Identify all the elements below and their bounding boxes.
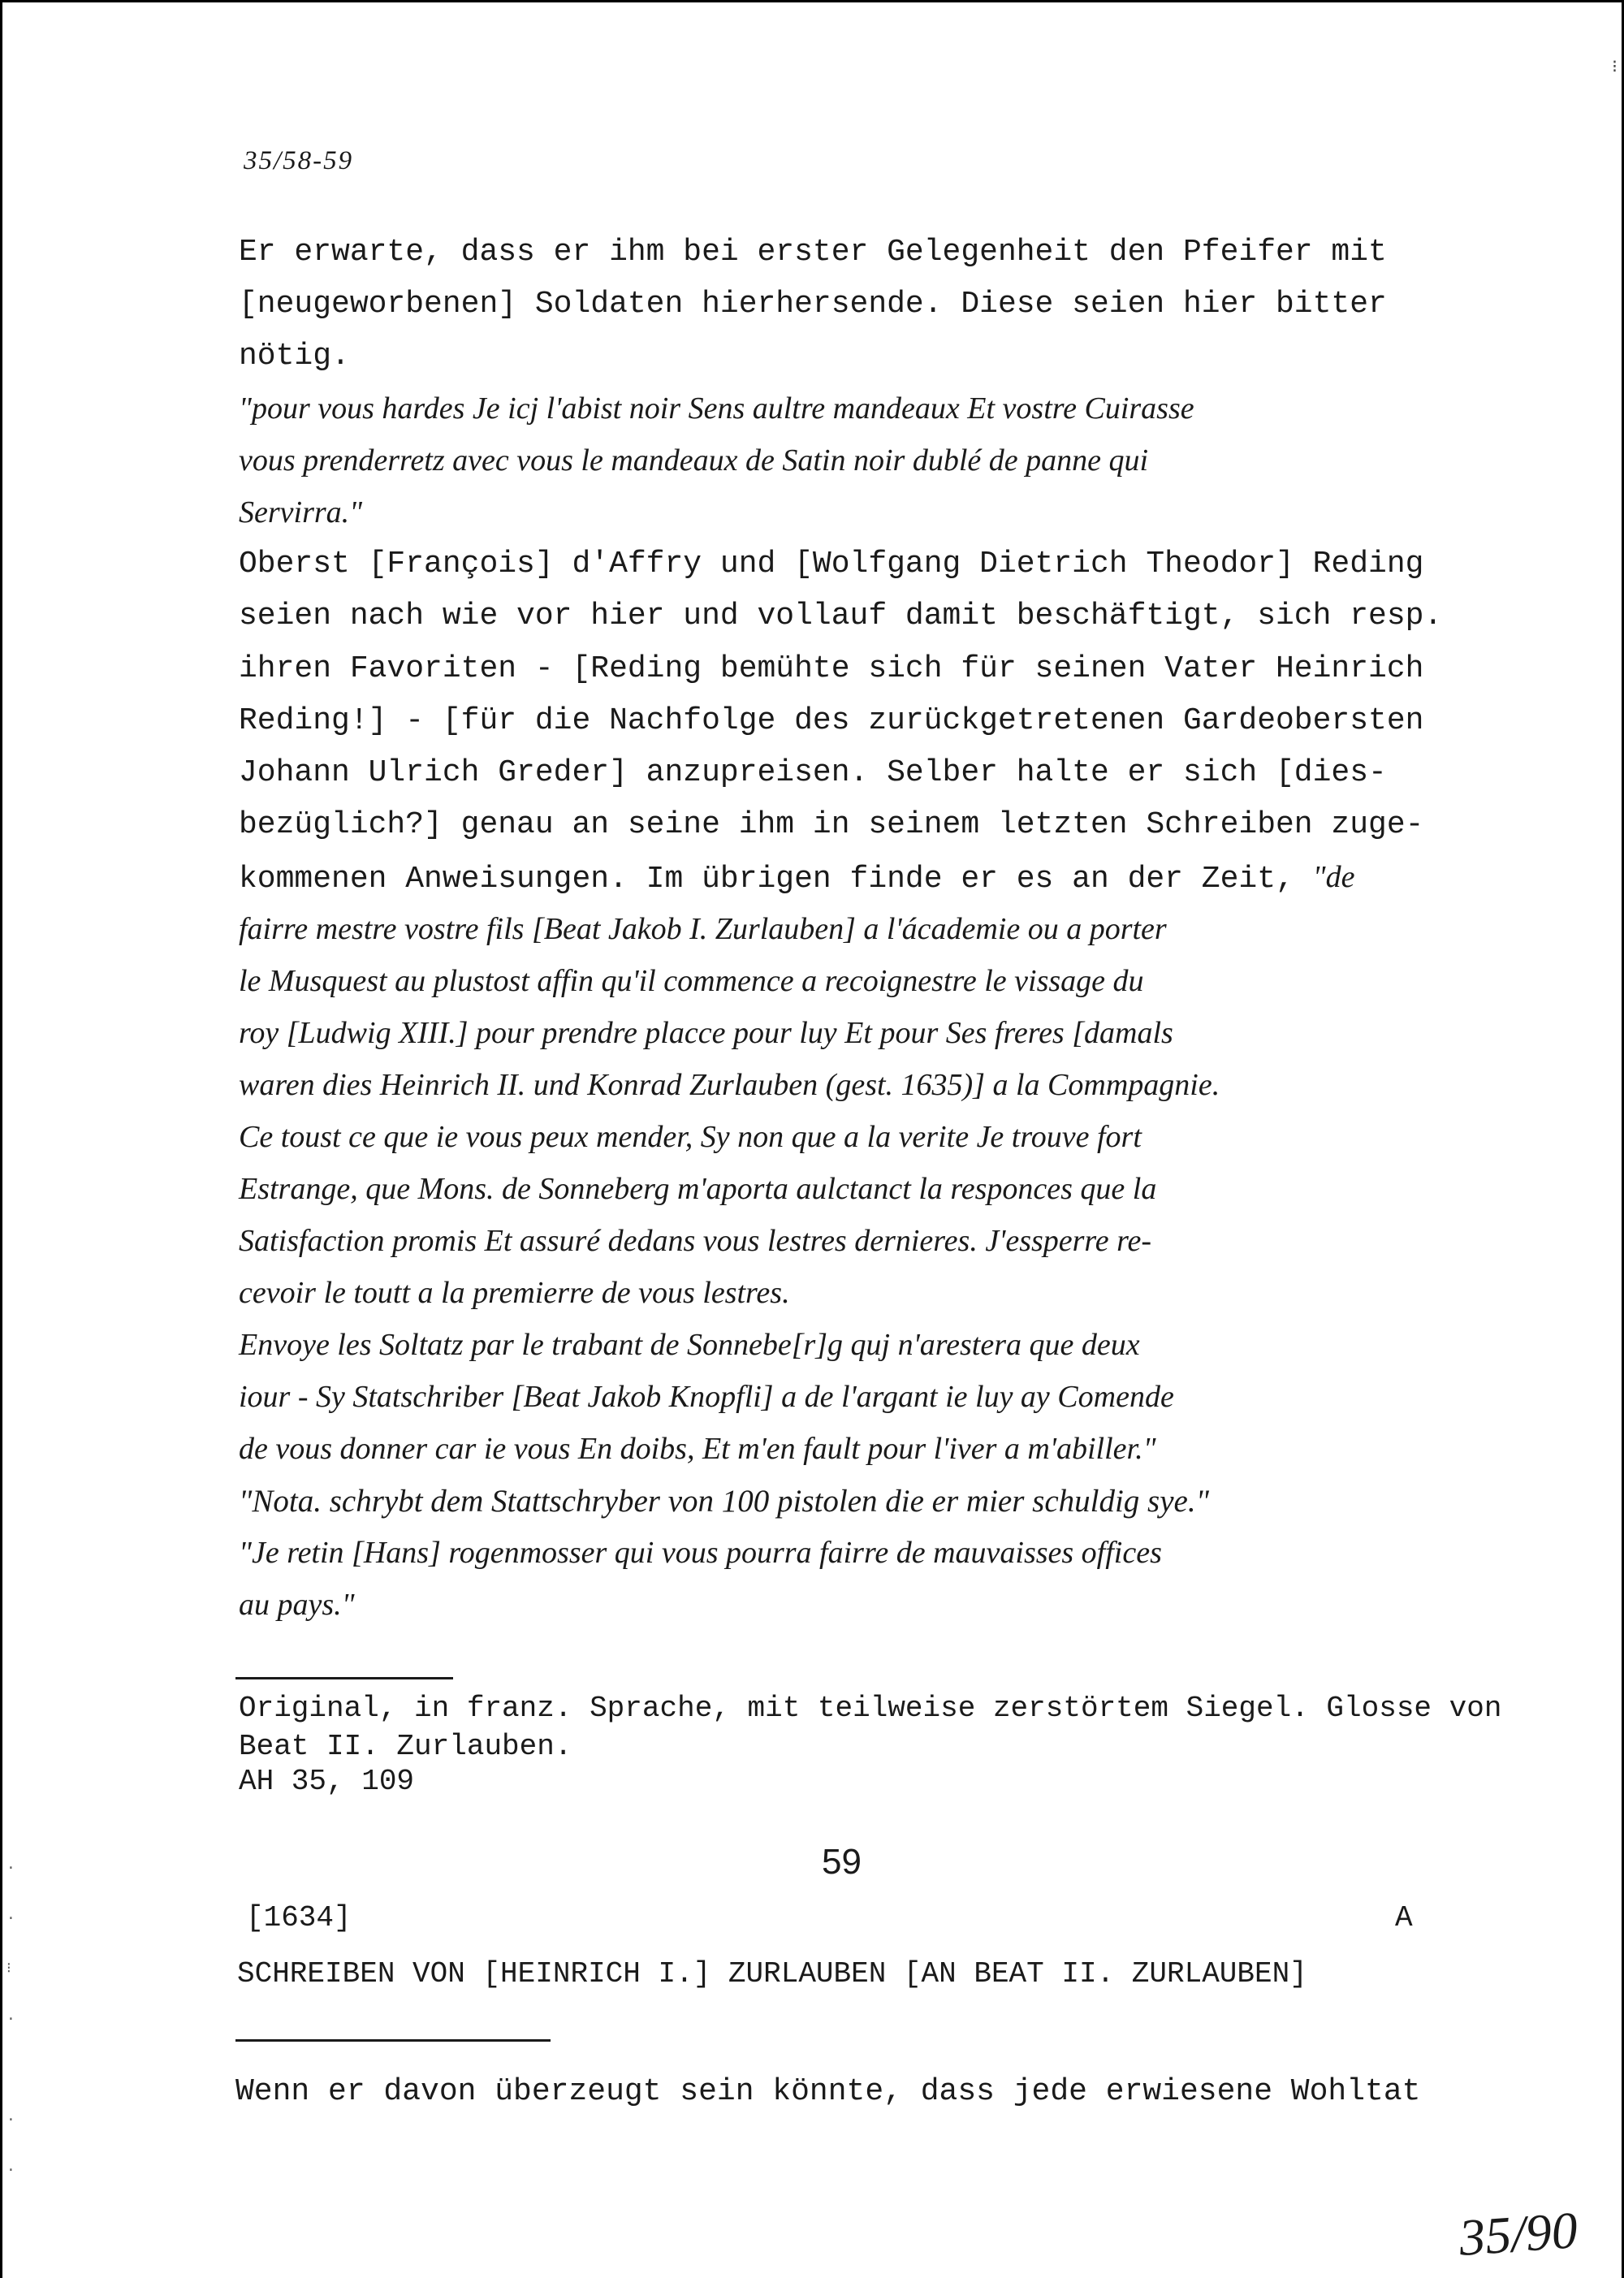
quote-line: le Musquest au plustost affin qu'il commence a recoignestre le vissage du	[239, 964, 1144, 998]
text-line: [neugeworbenen] Soldaten hierhersende. Diese seien hier bitter	[239, 287, 1387, 322]
quote-line: Ce toust ce que ie vous peux mender, Sy non que a la verite Je trouve fort	[239, 1120, 1142, 1154]
quote-line: iour - Sy Statschriber [Beat Jakob Knopfli] a de l'argant ie luy ay Comende	[239, 1380, 1174, 1414]
margin-scan-marks-icon: · · ⁝ · · ·	[6, 1861, 15, 2179]
footnote-line: Beat II. Zurlauben.	[239, 1730, 572, 1763]
document-date: [1634]	[246, 1901, 352, 1934]
quote-line: "Je retin [Hans] rogenmosser qui vous pourra fairre de mauvaisses offices	[239, 1536, 1162, 1570]
document-variant: A	[1395, 1901, 1413, 1934]
footnote-line: Original, in franz. Sprache, mit teilweise zerstörtem Siegel. Glosse von	[239, 1692, 1502, 1725]
quote-line: cevoir le toutt a la premierre de vous lestres.	[239, 1276, 790, 1310]
text-line: seien nach wie vor hier und vollauf damit beschäftigt, sich resp.	[239, 599, 1443, 633]
text-line: Oberst [François] d'Affry und [Wolfgang Dietrich Theodor] Reding	[239, 547, 1424, 581]
footnote-divider	[235, 1677, 453, 1679]
archive-stamp: 35/90	[1457, 2201, 1580, 2267]
scan-mark-icon: ⁝	[1612, 58, 1618, 78]
archive-reference: AH 35, 109	[239, 1765, 415, 1798]
quote-line: Servirra."	[239, 495, 363, 530]
quote-line: waren dies Heinrich II. und Konrad Zurlauben (gest. 1635)] a la Commpagnie.	[239, 1068, 1220, 1102]
quote-line: roy [Ludwig XIII.] pour prendre placce pour luy Et pour Ses freres [damals	[239, 1016, 1173, 1050]
quote-line: au pays."	[239, 1588, 355, 1622]
heading-divider	[235, 2039, 551, 2042]
text-line: nötig.	[239, 339, 350, 374]
document-number: 59	[822, 1842, 862, 1882]
document-heading: SCHREIBEN VON [HEINRICH I.] ZURLAUBEN [AN BEAT II. ZURLAUBEN]	[237, 1957, 1307, 1991]
scan-border-left	[0, 0, 2, 2278]
page-reference: 35/58-59	[244, 146, 354, 175]
text-line: Johann Ulrich Greder] anzupreisen. Selber halte er sich [dies-	[239, 755, 1387, 790]
text-line-body: kommenen Anweisungen. Im übrigen finde er es an der Zeit,	[239, 862, 1313, 897]
text-line: Wenn er davon überzeugt sein könnte, dass jede erwiesene Wohltat	[235, 2074, 1421, 2109]
text-line	[239, 862, 1354, 895]
text-line: ihren Favoriten - [Reding bemühte sich für seinen Vater Heinrich	[239, 651, 1424, 686]
quote-line: Satisfaction promis Et assuré dedans vous lestres dernieres. J'essperre re-	[239, 1224, 1152, 1258]
german-quote-line: "Nota. schrybt dem Stattschryber von 100 pistolen die er mier schuldig sye."	[239, 1484, 1209, 1519]
quote-line: Envoye les Soltatz par le trabant de Sonnebe[r]g quj n'arestera que deux	[239, 1328, 1140, 1362]
quote-line: fairre mestre vostre fils [Beat Jakob I. Zurlauben] a l'ácademie ou a porter	[239, 912, 1167, 946]
text-line: Reding!] - [für die Nachfolge des zurückgetretenen Gardeobersten	[239, 703, 1424, 738]
quote-line: de vous donner car ie vous En doibs, Et m'en fault pour l'iver a m'abiller."	[239, 1432, 1156, 1466]
scan-border-top	[0, 0, 1624, 2]
text-line: Er erwarte, dass er ihm bei erster Gelegenheit den Pfeifer mit	[239, 235, 1387, 270]
quote-line: Estrange, que Mons. de Sonneberg m'aporta aulctanct la responces que la	[239, 1172, 1157, 1206]
quote-line: "pour vous hardes Je icj l'abist noir Sens aultre mandeaux Et vostre Cuirasse	[239, 391, 1194, 426]
quote-start: "de	[1312, 860, 1355, 894]
quote-line: vous prenderretz avec vous le mandeaux de Satin noir dublé de panne qui	[239, 443, 1149, 478]
text-line: bezüglich?] genau an seine ihm in seinem letzten Schreiben zuge-	[239, 807, 1424, 842]
